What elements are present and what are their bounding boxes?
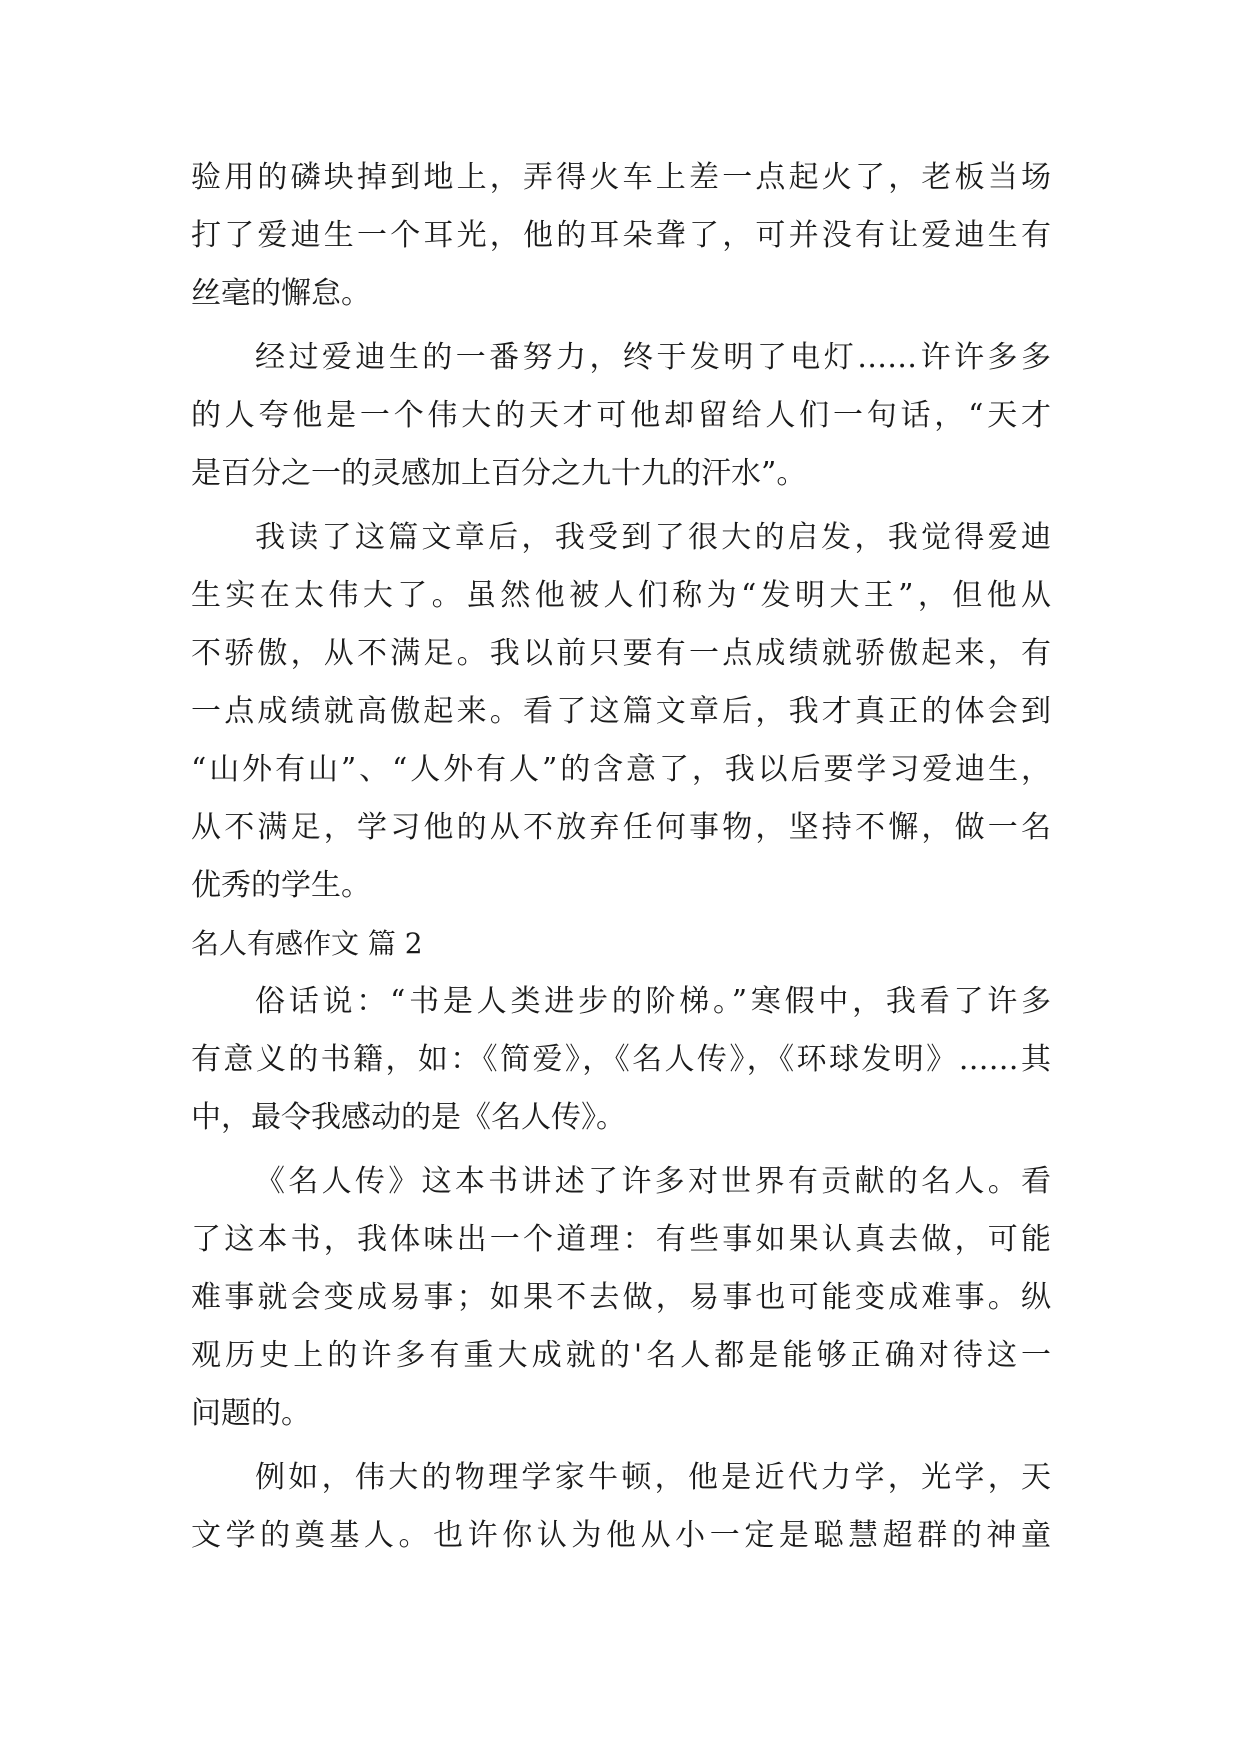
text-line: 丝毫的懈怠。 (191, 276, 371, 311)
text-line: 中，最令我感动的是《名人传》。 (191, 1100, 626, 1135)
text-line: 从不满足，学习他的从不放弃任何事物，坚持不懈，做一名 (191, 810, 1051, 845)
text-line: 验用的磷块掉到地上，弄得火车上差一点起火了，老板当场 (191, 160, 1051, 195)
text-line: 观历史上的许多有重大成就的'名人都是能够正确对待这一 (191, 1338, 1051, 1373)
text-line: 不骄傲，从不满足。我以前只要有一点成绩就骄傲起来，有 (191, 636, 1051, 671)
text-line: 例如，伟大的物理学家牛顿，他是近代力学，光学，天 (255, 1460, 1051, 1495)
text-line: 文学的奠基人。也许你认为他从小一定是聪慧超群的神童 (191, 1518, 1051, 1553)
text-line: 是百分之一的灵感加上百分之九十九的汗水”。 (191, 456, 807, 491)
text-line: 俗话说：“书是人类进步的阶梯。”寒假中，我看了许多 (255, 984, 1051, 1019)
text-line: 一点成绩就高傲起来。看了这篇文章后，我才真正的体会到 (191, 694, 1051, 729)
text-line: 了这本书，我体味出一个道理：有些事如果认真去做，可能 (191, 1222, 1051, 1257)
text-line: 打了爱迪生一个耳光，他的耳朵聋了，可并没有让爱迪生有 (191, 218, 1051, 253)
text-line: 《名人传》这本书讲述了许多对世界有贡献的名人。看 (255, 1164, 1051, 1199)
text-line: 经过爱迪生的一番努力，终于发明了电灯……许许多多 (255, 340, 1051, 375)
text-line: “山外有山”、“人外有人”的含意了，我以后要学习爱迪生， (191, 752, 1051, 787)
text-line: 的人夸他是一个伟大的天才可他却留给人们一句话，“天才 (191, 398, 1051, 433)
text-line: 优秀的学生。 (191, 868, 371, 903)
text-line: 难事就会变成易事；如果不去做，易事也可能变成难事。纵 (191, 1280, 1051, 1315)
text-line: 问题的。 (191, 1396, 311, 1431)
text-line: 我读了这篇文章后，我受到了很大的启发，我觉得爱迪 (255, 520, 1051, 555)
text-line: 生实在太伟大了。虽然他被人们称为“发明大王”，但他从 (191, 578, 1051, 613)
section-heading: 名人有感作文 篇 2 (191, 927, 423, 960)
text-line: 有意义的书籍，如：《简爱》，《名人传》，《环球发明》……其 (191, 1042, 1051, 1077)
